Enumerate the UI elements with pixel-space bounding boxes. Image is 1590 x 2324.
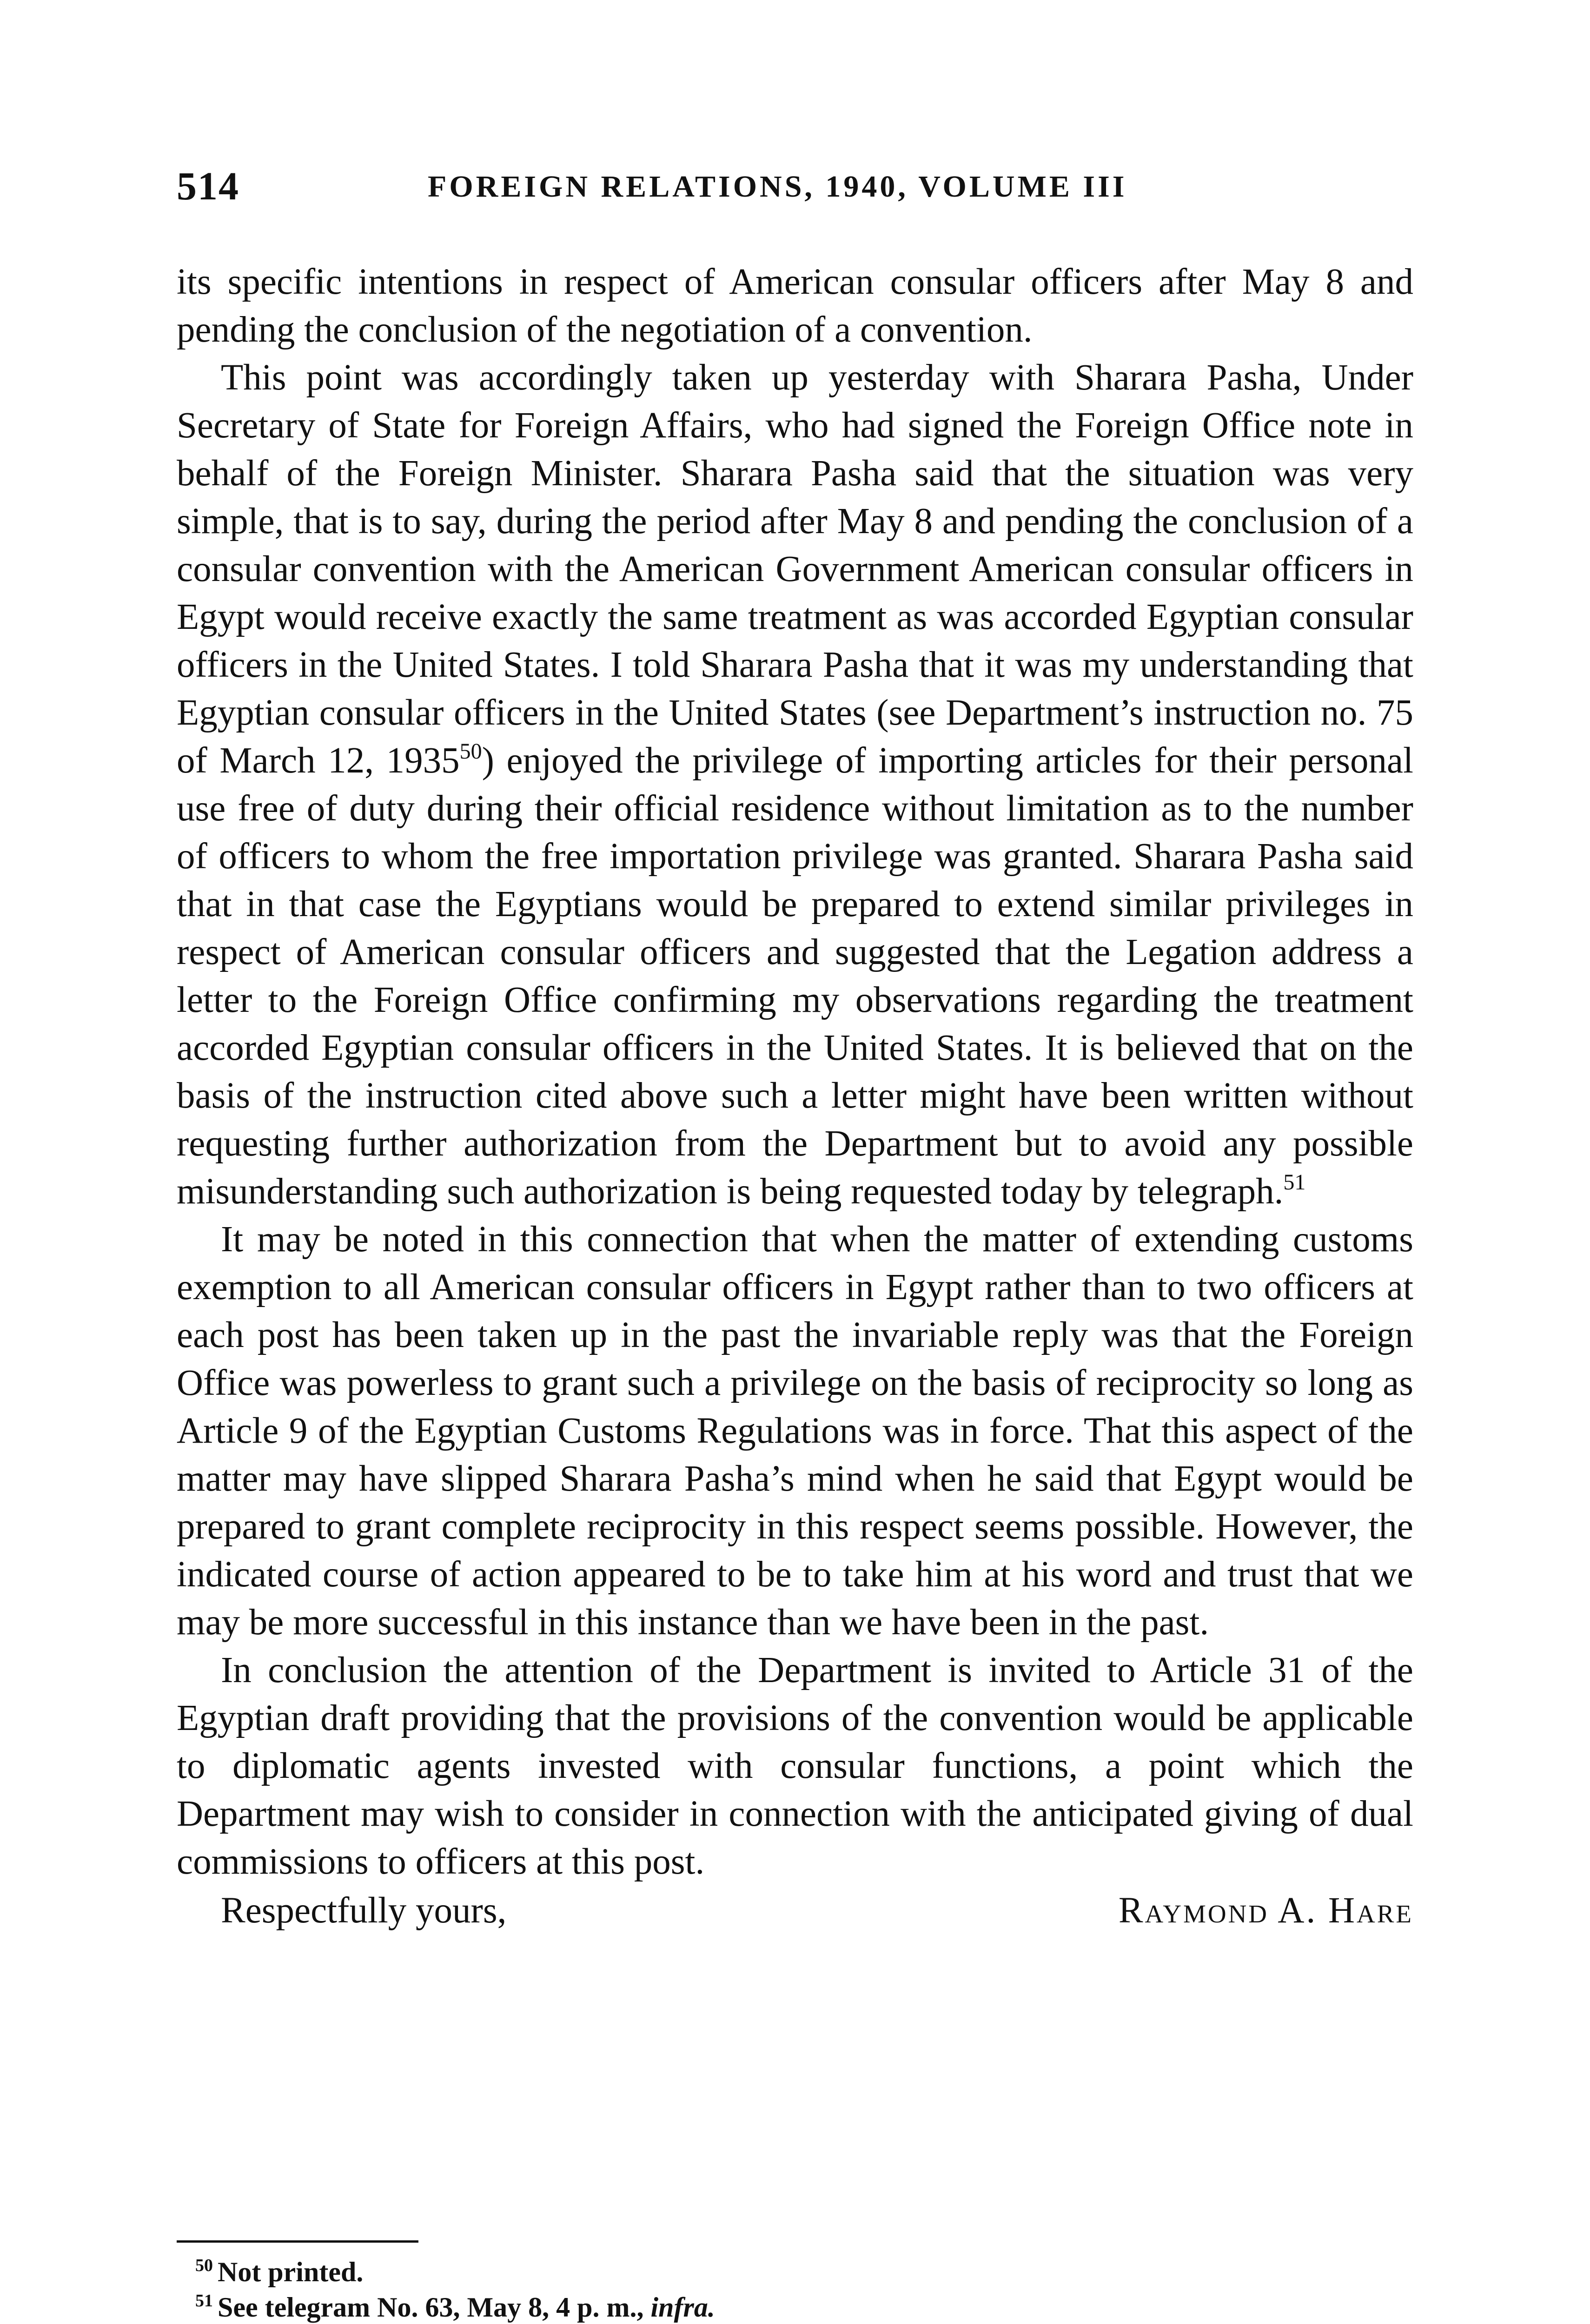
footnote-ref-51: 51 (1283, 1170, 1306, 1195)
page-header (177, 163, 1413, 218)
closing-block (177, 1887, 1413, 1934)
footnotes (177, 2254, 1413, 2324)
paragraph-4-text: In conclusion the attention of the Department is invited to Article 31 of the Egyptian draft providing that the provisions of the convention would be applicable to diplomatic agents invested with consular functions, a point which the Department may wish to consider in connection with the anticipated giving of dual commissions to officers at this post. (177, 1650, 1413, 1882)
paragraph-3-text: It may be noted in this connection that when the matter of extending customs exemption to all American consular officers in Egypt rather than to two officers at each post has been taken up in the past the invariable reply was that the Foreign Office was powerless to grant such a privilege on the basis of reciprocity so long as Article 9 of the Egyptian Customs Regulations was in force. That this aspect of the matter may have slipped Sharara Pasha’s mind when he said that Egypt would be prepared to grant complete reciprocity in this respect seems possible. However, the indicated course of action appeared to be to take him at his word and trust that we may be more successful in this instance than we have been in the past. (177, 1219, 1413, 1643)
document-page (177, 0, 1413, 2324)
page-number: 514 (177, 164, 239, 208)
footnote-italic-text: infra. (650, 2292, 715, 2323)
footnote-ref-50: 50 (459, 739, 482, 764)
paragraph-2-text-start: This point was accordingly taken up yesterday with Sharara Pasha, Under Secretary of State for Foreign Affairs, who had signed the Foreign Office note in behalf of the Foreign Minister. Sharara Pasha said that the situation was very simple, that is to say, during the period after May 8 and pending the conclusion of a consular convention with the American Government American consular officers in Egypt would receive exactly the same treatment as was accorded Egyptian consular officers in the United States. I told Sharara Pasha that it was my understanding that Egyptian consular officers in the United States (see Department’s instruction no. 75 of March 12, 1935 (177, 357, 1413, 781)
footnote-text: Not printed. (218, 2257, 364, 2287)
footnote-mark: 50 (195, 2256, 213, 2275)
paragraph-3 (177, 1215, 1413, 1646)
letter-body (177, 258, 1413, 1934)
footnote-mark: 51 (195, 2291, 213, 2311)
footnote-text: See telegram No. 63, May 8, 4 p. m., (218, 2292, 651, 2323)
paragraph-1-text: its specific intentions in respect of American consular officers after May 8 and pending the conclusion of the negotiation of a convention. (177, 262, 1413, 350)
footnote-divider (177, 2240, 418, 2243)
salutation: Respectfully yours, (221, 1890, 507, 1931)
paragraph-2-text-middle: ) enjoyed the privilege of importing articles for their personal use free of duty during their official residence without limitation as to the number of officers to whom the free importation privilege was granted. Sharara Pasha said that in that case the Egyptians would be prepared to extend similar privileges in respect of American consular officers and suggested that the Legation address a letter to the Foreign Office confirming my observations regarding the treatment accorded Egyptian consular officers in the United States. It is believed that on the basis of the instruction cited above such a letter might have been written without requesting further authorization from the Department but to avoid any possible misunderstanding such authorization is being requested today by telegraph. (177, 740, 1413, 1212)
running-head: FOREIGN RELATIONS, 1940, VOLUME III (428, 170, 1127, 204)
paragraph-1 (177, 258, 1413, 354)
signature: Raymond A. Hare (1118, 1890, 1413, 1931)
paragraph-4 (177, 1646, 1413, 1886)
footnote-51 (177, 2290, 1413, 2324)
paragraph-2 (177, 354, 1413, 1215)
footnote-50 (177, 2254, 1413, 2290)
